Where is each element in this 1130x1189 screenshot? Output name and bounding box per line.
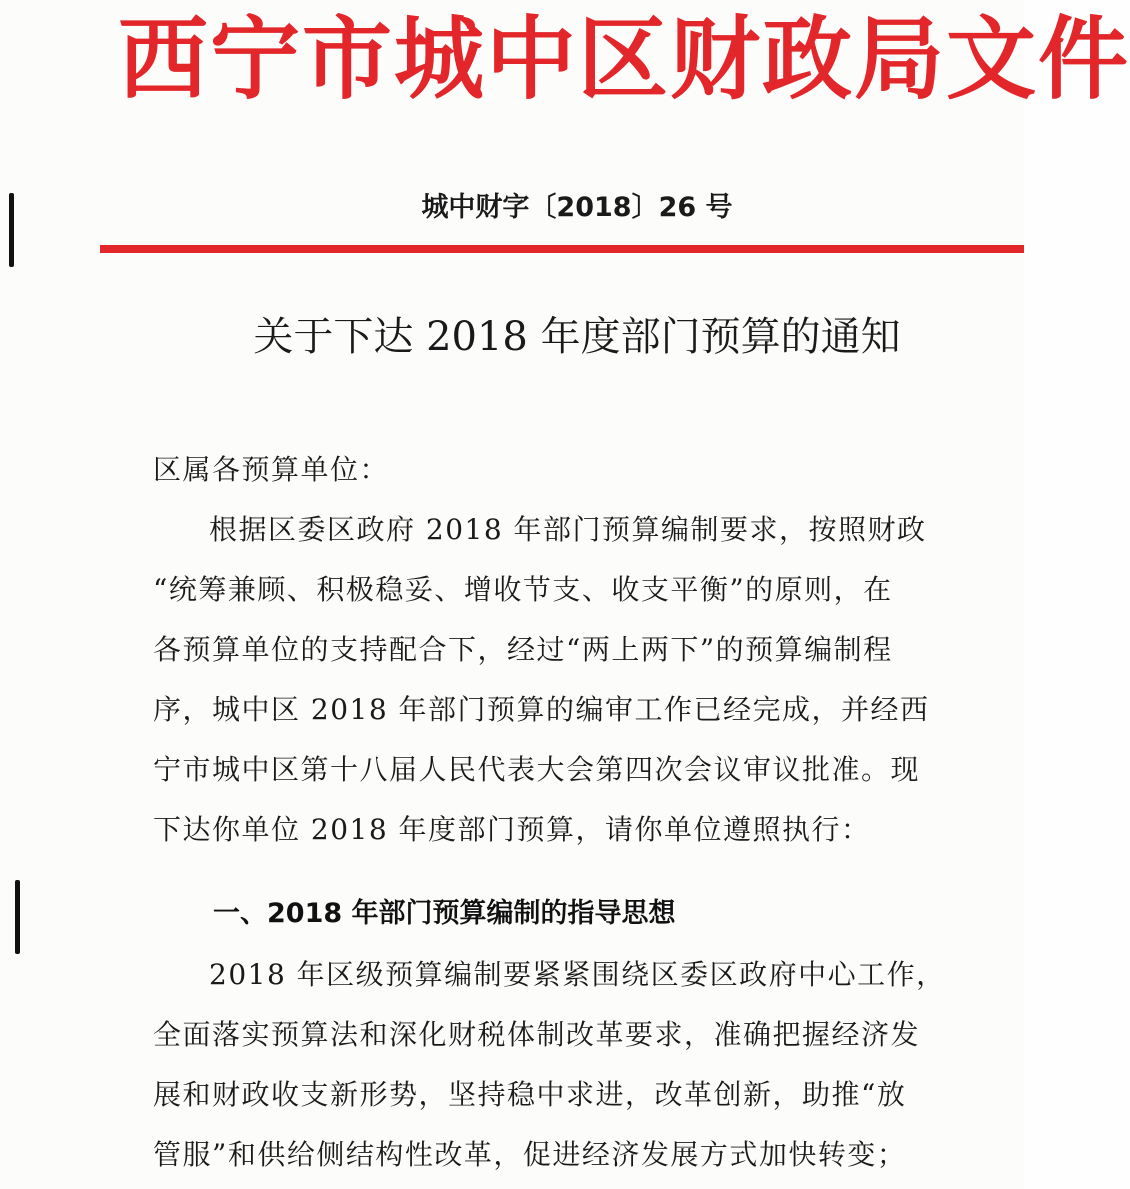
paragraph-line: 宁市城中区第十八届人民代表大会第四次会议审议批准。现	[153, 753, 921, 786]
paragraph-line: 全面落实预算法和深化财税体制改革要求，准确把握经济发	[153, 1018, 921, 1051]
paragraph-line: 下达你单位 2018 年度部门预算，请你单位遵照执行：	[153, 813, 871, 846]
addressee: 区属各预算单位：	[153, 453, 390, 486]
document-header: 西宁市城中区财政局文件	[118, 6, 1130, 112]
paragraph-1	[153, 500, 1005, 860]
paragraph-line: 2018 年区级预算编制要紧紧围绕区委区政府中心工作，	[209, 958, 946, 991]
scan-mark-bottom	[15, 880, 20, 954]
paragraph-2	[153, 945, 1005, 1185]
section-heading: 一、2018 年部门预算编制的指导思想	[213, 898, 676, 929]
document-number: 城中财字〔2018〕26 号	[421, 192, 733, 223]
paragraph-line: 序，城中区 2018 年部门预算的编审工作已经完成，并经西	[153, 693, 930, 726]
paragraph-line: 管服”和供给侧结构性改革，促进经济发展方式加快转变；	[153, 1138, 907, 1171]
paragraph-line: 各预算单位的支持配合下，经过“两上两下”的预算编制程	[153, 633, 893, 666]
paragraph-line: “统筹兼顾、积极稳妥、增收节支、收支平衡”的原则，在	[153, 573, 893, 606]
paragraph-line: 根据区委区政府 2018 年部门预算编制要求，按照财政	[209, 513, 927, 546]
paragraph-line: 展和财政收支新形势，坚持稳中求进，改革创新，助推“放	[153, 1078, 907, 1111]
red-divider	[100, 245, 1024, 253]
document-title: 关于下达 2018 年度部门预算的通知	[253, 314, 901, 360]
